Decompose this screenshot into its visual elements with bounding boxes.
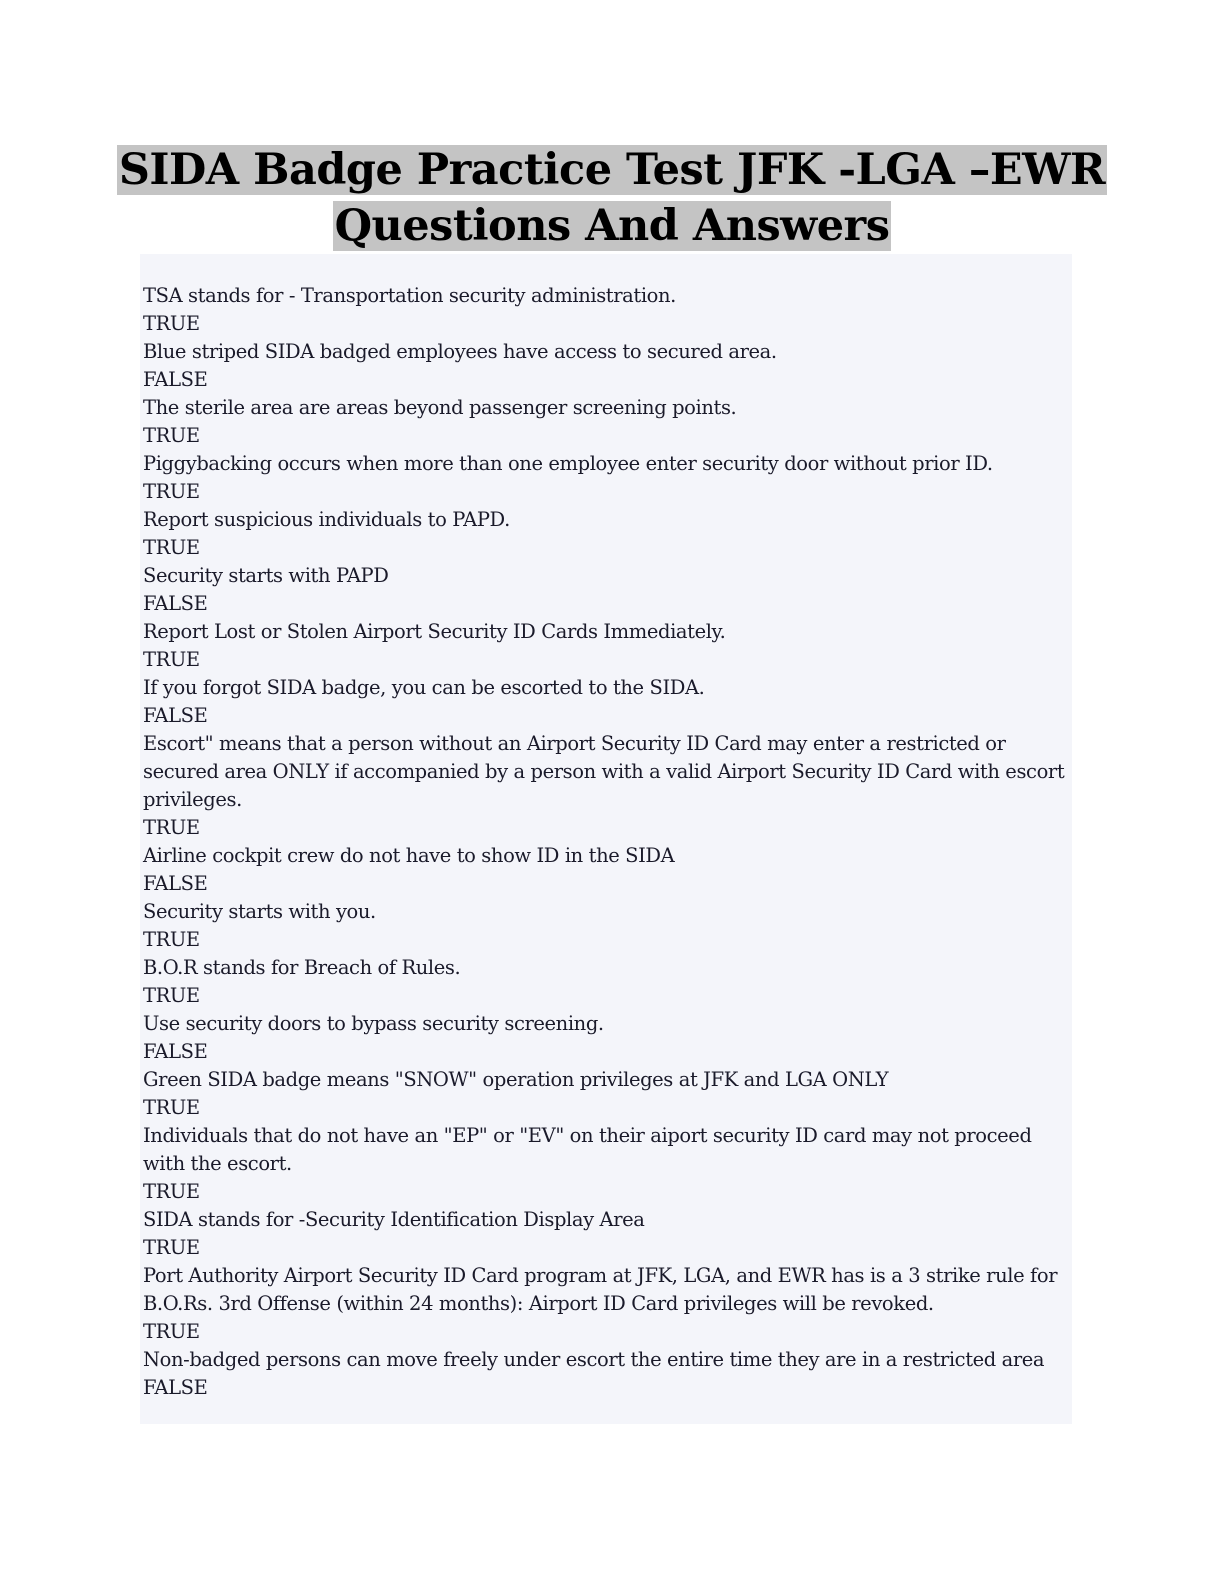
qa-item — [143, 898, 1071, 954]
answer-text: TRUE — [143, 1236, 200, 1259]
qa-item — [143, 282, 1071, 338]
title-line-2: Questions And Answers — [334, 201, 890, 251]
qa-item — [143, 674, 1071, 730]
qa-item — [143, 954, 1071, 1010]
question-text: Port Authority Airport Security ID Card program at JFK, LGA, and EWR has is a 3 strike rule for B.O.Rs. 3rd Offense (within 24 months): Airport ID Card privileges will be revoked. — [143, 1264, 1058, 1315]
answer-text: FALSE — [143, 592, 208, 615]
qa-item — [143, 506, 1071, 562]
answer-text: FALSE — [143, 1040, 208, 1063]
question-text: Security starts with you. — [143, 900, 376, 923]
question-text: Blue striped SIDA badged employees have access to secured area. — [143, 340, 777, 363]
qa-item — [143, 450, 1071, 506]
question-text: Individuals that do not have an "EP" or "EV" on their aiport security ID card may not proceed with the escort. — [143, 1124, 1032, 1175]
question-text: Use security doors to bypass security screening. — [143, 1012, 604, 1035]
question-text: Airline cockpit crew do not have to show ID in the SIDA — [143, 844, 675, 867]
question-text: Non-badged persons can move freely under escort the entire time they are in a restricted area — [143, 1348, 1045, 1371]
answer-text: FALSE — [143, 1376, 208, 1399]
qa-item — [143, 842, 1071, 898]
qa-item — [143, 1122, 1071, 1206]
answer-text: FALSE — [143, 368, 208, 391]
answer-text: TRUE — [143, 816, 200, 839]
answer-text: FALSE — [143, 704, 208, 727]
qa-item — [143, 394, 1071, 450]
question-text: SIDA stands for -Security Identification Display Area — [143, 1208, 645, 1231]
question-text: Security starts with PAPD — [143, 564, 389, 587]
answer-text: TRUE — [143, 1096, 200, 1119]
qa-item — [143, 338, 1071, 394]
qa-item — [143, 1066, 1071, 1122]
question-text: Report Lost or Stolen Airport Security ID Cards Immediately. — [143, 620, 726, 643]
question-text: If you forgot SIDA badge, you can be escorted to the SIDA. — [143, 676, 705, 699]
document-title — [0, 142, 1224, 254]
question-text: Report suspicious individuals to PAPD. — [143, 508, 510, 531]
answer-text: TRUE — [143, 928, 200, 951]
answer-text: TRUE — [143, 648, 200, 671]
question-text: B.O.R stands for Breach of Rules. — [143, 956, 461, 979]
answer-text: TRUE — [143, 480, 200, 503]
answer-text: TRUE — [143, 1180, 200, 1203]
question-text: Green SIDA badge means "SNOW" operation privileges at JFK and LGA ONLY — [143, 1068, 889, 1091]
question-text: The sterile area are areas beyond passenger screening points. — [143, 396, 737, 419]
qa-list — [143, 282, 1071, 1402]
answer-text: TRUE — [143, 1320, 200, 1343]
qa-item — [143, 618, 1071, 674]
qa-item — [143, 1346, 1071, 1402]
question-text: TSA stands for - Transportation security administration. — [143, 284, 676, 307]
qa-item — [143, 730, 1071, 842]
qa-panel — [140, 254, 1072, 1424]
qa-item — [143, 1262, 1071, 1346]
title-line-1: SIDA Badge Practice Test JFK -LGA –EWR — [118, 145, 1106, 195]
question-text: Escort" means that a person without an Airport Security ID Card may enter a restricted or secured area ONLY if accompanied by a person with a valid Airport Security ID Card with escort privileges. — [143, 732, 1065, 811]
answer-text: FALSE — [143, 872, 208, 895]
answer-text: TRUE — [143, 536, 200, 559]
answer-text: TRUE — [143, 424, 200, 447]
qa-item — [143, 562, 1071, 618]
qa-item — [143, 1206, 1071, 1262]
qa-item — [143, 1010, 1071, 1066]
answer-text: TRUE — [143, 312, 200, 335]
question-text: Piggybacking occurs when more than one employee enter security door without prior ID. — [143, 452, 993, 475]
answer-text: TRUE — [143, 984, 200, 1007]
